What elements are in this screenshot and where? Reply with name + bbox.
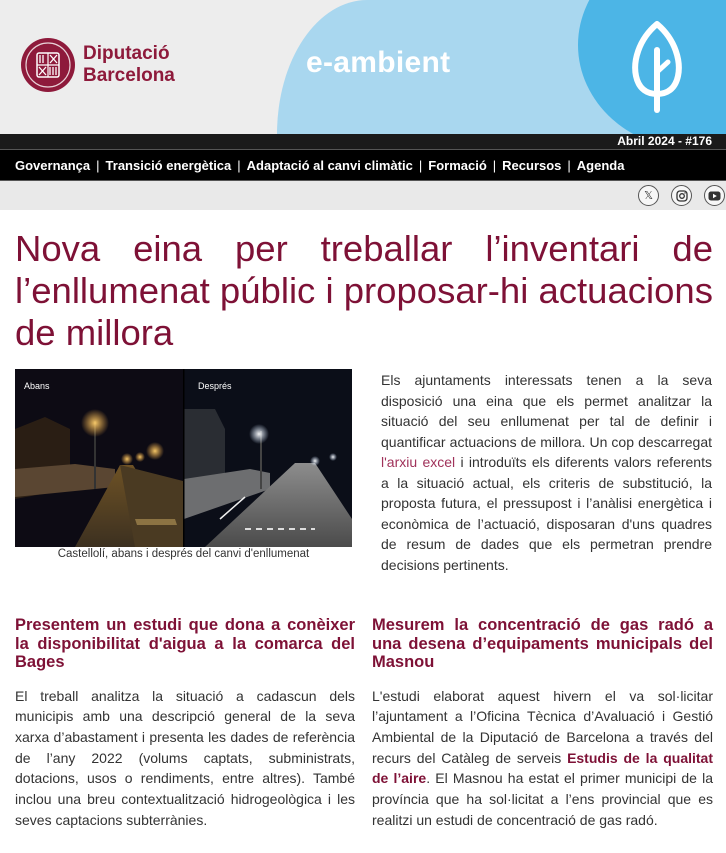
nav-item-recursos[interactable]: Recursos xyxy=(502,157,562,173)
org-name-line2: Barcelona xyxy=(83,65,175,86)
site-header xyxy=(0,0,726,134)
street-lighting-photo-icon xyxy=(15,369,352,547)
nav-item-agenda[interactable]: Agenda xyxy=(576,157,625,173)
nav-item-governanca[interactable]: Governança xyxy=(15,157,91,173)
org-name-line1: Diputació xyxy=(83,43,170,64)
instagram-icon[interactable] xyxy=(671,185,692,206)
nav-item-adaptacio[interactable]: Adaptació al canvi climàtic xyxy=(246,157,413,173)
excel-file-link[interactable]: l'arxiu excel xyxy=(381,454,456,470)
story-bages-title[interactable]: Presentem un estudi que dona a conèixer la disponibilitat d'aigua a la comarca del Bages xyxy=(15,616,355,671)
main-nav xyxy=(0,149,726,181)
article-title[interactable]: Nova eina per treballar l’inventari de l’enllumenat públic i proposar-hi actuacions de millora xyxy=(15,228,713,353)
nav-separator: | xyxy=(418,157,423,173)
newsletter-name: e-ambient xyxy=(306,46,451,79)
photo-label-before: Abans xyxy=(24,381,50,391)
story-masnou-body xyxy=(372,686,713,831)
intro-text-2: i introduïts els diferents valors referents a la situació actual, els criteris de substitució, la proposta futura, el pressupost i l’anàlisi energètica i econòmica de l’actuació, disposaran d'uns quadres de resum de dades que els permetran prendre decisions pertinents. xyxy=(381,454,712,573)
article-photo[interactable] xyxy=(15,369,352,547)
x-glyph: 𝕏 xyxy=(644,190,653,202)
issue-bar xyxy=(0,134,726,149)
intro-text-1: Els ajuntaments interessats tenen a la seva disposició una eina que els permet analitzar la situació del seu enllumenat per tal de definir i quantificar actuacions de millora. Un cop descarregat xyxy=(381,372,712,450)
story-masnou-radon xyxy=(372,616,713,830)
masnou-text-2: . El Masnou ha estat el primer municipi de la província que ha sol·licitat a l’ens provincial que es realitzi un estudi de concentració de gas radó. xyxy=(372,770,713,828)
nav-separator: | xyxy=(96,157,100,173)
nav-item-transicio-energetica[interactable]: Transició energètica xyxy=(105,157,232,173)
nav-item-formacio[interactable]: Formació xyxy=(428,157,487,173)
story-masnou-title[interactable]: Mesurem la concentració de gas radó a una desena d’equipaments municipals del Masnou xyxy=(372,616,713,671)
social-links xyxy=(0,181,726,210)
nav-separator: | xyxy=(237,157,241,173)
story-bages-body: El treball analitza la situació a cadascun dels municipis amb una descripció general de la seva xarxa d’abastament i presenta les dades de referència de l’any 2022 (volums captats, subministrats, dotacions, usos o rendiments, entre altres). També inclou una breu contextualització hidrogeològica i les seves captacions subterrànies. xyxy=(15,687,355,828)
issue-number: Abril 2024 - #176 xyxy=(617,134,712,148)
leaf-icon xyxy=(628,20,686,114)
masnou-text-1: L'estudi elaborat aquest hivern el va sol·licitar l’ajuntament a l’Oficina Tècnica d’Avaluació i Gestió Ambiental de la Diputació de Barcelona a través del recurs del Catàleg de serveis xyxy=(372,687,713,766)
photo-caption: Castellolí, abans i després del canvi d'enllumenat xyxy=(57,548,310,560)
photo-label-after: Després xyxy=(198,381,232,391)
diputacio-wordmark xyxy=(83,43,175,87)
air-quality-studies-link[interactable]: Estudis de la qualitat de l’aire xyxy=(372,749,714,787)
diputacio-seal-icon xyxy=(21,38,75,92)
story-bages-water xyxy=(15,616,355,830)
nav-separator: | xyxy=(567,157,571,173)
x-icon[interactable] xyxy=(638,185,659,206)
article-intro xyxy=(381,370,712,575)
diputacio-logo[interactable] xyxy=(21,38,175,92)
youtube-icon[interactable] xyxy=(704,185,725,206)
nav-separator: | xyxy=(492,157,497,173)
